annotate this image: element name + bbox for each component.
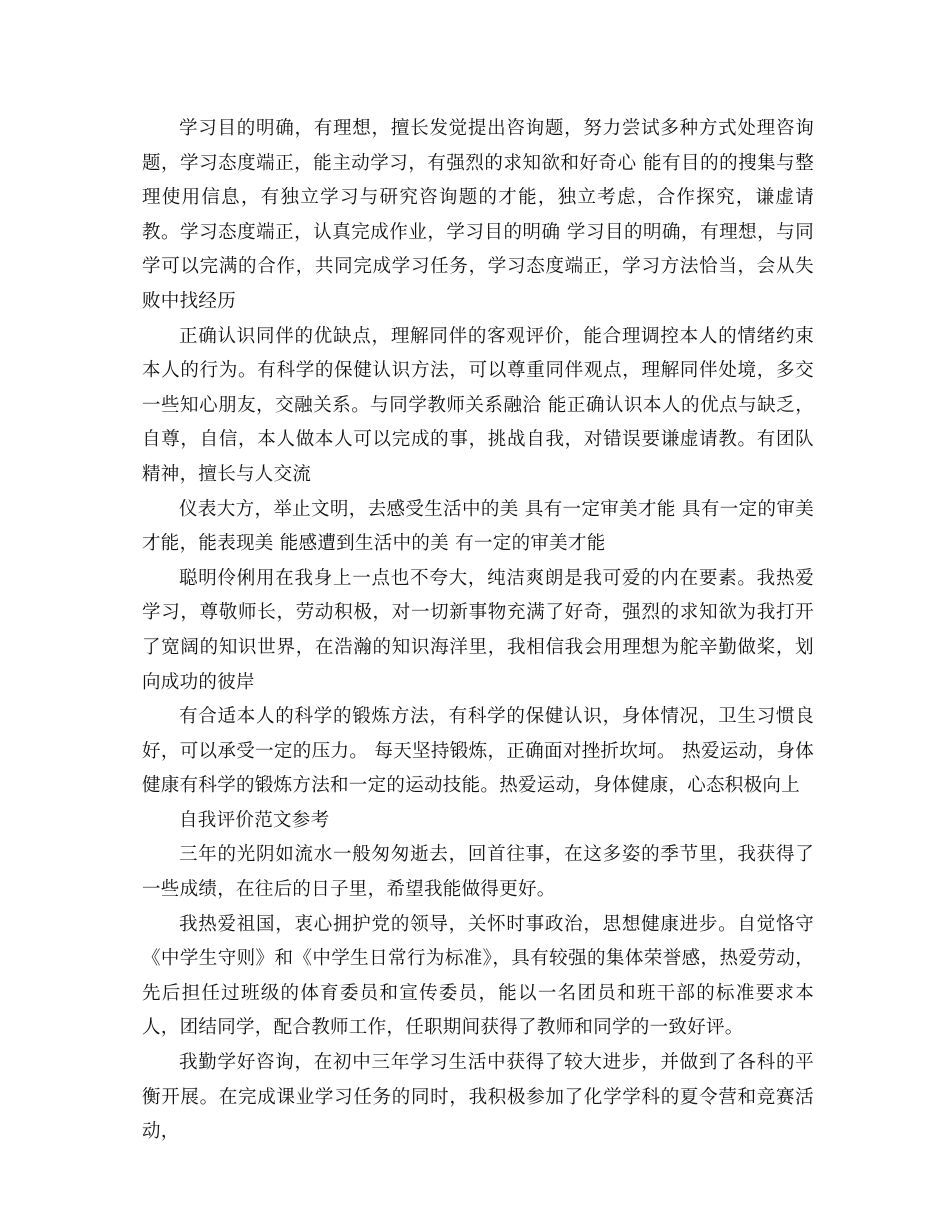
paragraph-aesthetics: 仪表大方，举止文明，去感受生活中的美 具有一定审美才能 具有一定的审美才能，能表现美 能感遭到生活中的美 有一定的审美才能 <box>142 498 814 555</box>
paragraph-study: 学习目的明确，有理想，擅长发觉提出咨询题，努力尝试多种方式处理咨询题，学习态度端正，能主动学习，有强烈的求知欲和好奇心 能有目的的搜集与整理使用信息，有独立学习与研究咨询题的才能，独立考虑，合作探究，谦虚请教。学习态度端正，认真完成作业，学习目的明确 学习目的明确，有理想，与同学可以完满的合作，共同完成学习任务，学习态度端正，学习方法恰当，会从失败中找经历 <box>142 118 814 312</box>
paragraph-patriotism: 我热爱祖国，衷心拥护党的领导，关怀时事政治，思想健康进步。自觉恪守《中学生守则》和《中学生日常行为标准》，具有较强的集体荣誉感，热爱劳动，先后担任过班级的体育委员和宣传委员，能以一名团员和班干部的标准要求本人，团结同学，配合教师工作，任职期间获得了教师和同学的一致好评。 <box>142 913 814 1039</box>
paragraph-intro: 三年的光阴如流水一般匆匆逝去，回首往事，在这多姿的季节里，我获得了一些成绩，在往后的日子里，希望我能做得更好。 <box>142 844 814 901</box>
paragraph-character: 聪明伶俐用在我身上一点也不夸大，纯洁爽朗是我可爱的内在要素。我热爱学习，尊敬师长，劳动积极，对一切新事物充满了好奇，强烈的求知欲为我打开了宽阔的知识世界，在浩瀚的知识海洋里，我相信我会用理想为舵辛勤做桨，划向成功的彼岸 <box>142 567 814 693</box>
paragraph-peers: 正确认识同伴的优缺点，理解同伴的客观评价，能合理调控本人的情绪约束本人的行为。有科学的保健认识方法，可以尊重同伴观点，理解同伴处境，多交一些知心朋友，交融关系。与同学教师关系融洽 能正确认识本人的优点与缺乏，自尊，自信，本人做本人可以完成的事，挑战自我，对错误要谦虚请教。有团队精神，擅长与人交流 <box>142 325 814 485</box>
document-page <box>142 112 814 1150</box>
paragraph-learning: 我勤学好咨询，在初中三年学习生活中获得了较大进步，并做到了各科的平衡开展。在完成课业学习任务的同时，我积极参加了化学学科的夏令营和竞赛活动， <box>142 1052 814 1143</box>
paragraph-exercise: 有合适本人的科学的锻炼方法，有科学的保健认识，身体情况，卫生习惯良好，可以承受一定的压力。 每天坚持锻炼，正确面对挫折坎坷。 热爱运动，身体健康有科学的锻炼方法和一定的运动技能。热爱运动，身体健康，心态积极向上 <box>142 706 814 797</box>
section-heading: 自我评价范文参考 <box>179 809 330 831</box>
